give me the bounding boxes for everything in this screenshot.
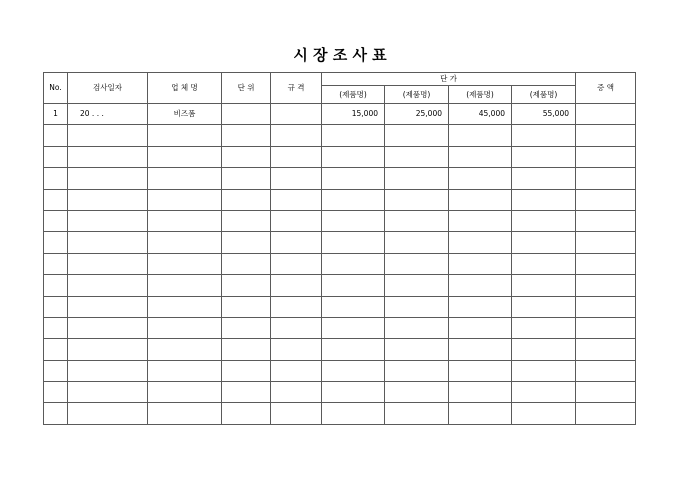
row-amount-cell[interactable]: [576, 360, 636, 381]
row-price-cell-1[interactable]: [322, 317, 385, 338]
row-date-cell[interactable]: [68, 168, 148, 189]
row-no-cell[interactable]: [44, 403, 68, 424]
row-amount-cell[interactable]: [576, 125, 636, 146]
row-date-cell[interactable]: [68, 360, 148, 381]
row-date-cell[interactable]: [68, 232, 148, 253]
row-date-cell[interactable]: [68, 146, 148, 167]
row-date-cell[interactable]: [68, 125, 148, 146]
row-no-cell[interactable]: [44, 296, 68, 317]
row-price-cell-1[interactable]: [322, 403, 385, 424]
row-price-cell-1[interactable]: [322, 210, 385, 231]
row-price-cell-2[interactable]: [385, 296, 449, 317]
row-price-cell-4[interactable]: [512, 382, 576, 403]
header-price: 단 가: [322, 73, 576, 86]
header-product-2: (제품명): [385, 86, 449, 104]
table-row: [44, 232, 636, 253]
row-spec-cell[interactable]: [271, 360, 322, 381]
row-price-cell-1[interactable]: 15,000: [322, 104, 385, 125]
row-company-cell[interactable]: [148, 382, 222, 403]
row-no-cell[interactable]: [44, 189, 68, 210]
row-spec-cell[interactable]: [271, 146, 322, 167]
page-title: 시 장 조 사 표: [293, 46, 387, 64]
row-no-cell[interactable]: [44, 275, 68, 296]
row-price-cell-4[interactable]: [512, 317, 576, 338]
row-price-cell-4[interactable]: [512, 210, 576, 231]
row-no-cell[interactable]: [44, 253, 68, 274]
row-price-cell-3[interactable]: [449, 275, 512, 296]
row-unit-cell[interactable]: [222, 296, 271, 317]
row-price-cell-3[interactable]: [449, 403, 512, 424]
header-product-3: (제품명): [449, 86, 512, 104]
header-date: 검사일자: [68, 73, 148, 104]
row-amount-cell[interactable]: [576, 210, 636, 231]
table-row: [44, 104, 636, 125]
row-company-cell[interactable]: 비즈폼: [148, 104, 222, 125]
row-amount-cell[interactable]: [576, 382, 636, 403]
row-unit-cell[interactable]: [222, 168, 271, 189]
row-price-cell-3[interactable]: 45,000: [449, 104, 512, 125]
row-price-cell-1[interactable]: [322, 382, 385, 403]
row-company-cell[interactable]: [148, 317, 222, 338]
row-price-cell-2[interactable]: [385, 189, 449, 210]
header-amount: 증 액: [576, 73, 636, 104]
row-spec-cell[interactable]: [271, 403, 322, 424]
row-price-cell-1[interactable]: [322, 189, 385, 210]
table-row: [44, 403, 636, 424]
row-amount-cell[interactable]: [576, 403, 636, 424]
row-price-cell-2[interactable]: 25,000: [385, 104, 449, 125]
header-unit: 단 위: [222, 73, 271, 104]
row-date-cell[interactable]: 20 . . .: [68, 104, 148, 125]
row-price-cell-2[interactable]: [385, 168, 449, 189]
row-price-cell-4[interactable]: [512, 146, 576, 167]
row-price-cell-4[interactable]: [512, 125, 576, 146]
row-no-cell[interactable]: [44, 317, 68, 338]
table-body: [44, 104, 636, 425]
row-date-cell[interactable]: [68, 189, 148, 210]
row-price-cell-2[interactable]: [385, 146, 449, 167]
row-company-cell[interactable]: [148, 403, 222, 424]
row-unit-cell[interactable]: [222, 382, 271, 403]
row-company-cell[interactable]: [148, 146, 222, 167]
row-price-cell-1[interactable]: [322, 125, 385, 146]
table-row: [44, 168, 636, 189]
row-amount-cell[interactable]: [576, 339, 636, 360]
row-price-cell-2[interactable]: [385, 253, 449, 274]
header-no: No.: [44, 73, 68, 104]
row-no-cell[interactable]: [44, 168, 68, 189]
row-price-cell-1[interactable]: [322, 275, 385, 296]
row-price-cell-3[interactable]: [449, 168, 512, 189]
row-date-cell[interactable]: [68, 275, 148, 296]
row-price-cell-3[interactable]: [449, 382, 512, 403]
row-price-cell-2[interactable]: [385, 125, 449, 146]
row-price-cell-4[interactable]: [512, 232, 576, 253]
header-product-4: (제품명): [512, 86, 576, 104]
row-price-cell-2[interactable]: [385, 360, 449, 381]
row-no-cell[interactable]: [44, 360, 68, 381]
row-price-cell-3[interactable]: [449, 360, 512, 381]
header-spec: 규 격: [271, 73, 322, 104]
row-company-cell[interactable]: [148, 253, 222, 274]
table-row: [44, 189, 636, 210]
row-amount-cell[interactable]: [576, 168, 636, 189]
row-no-cell[interactable]: [44, 210, 68, 231]
row-price-cell-1[interactable]: [322, 232, 385, 253]
row-date-cell[interactable]: [68, 403, 148, 424]
row-date-cell[interactable]: [68, 253, 148, 274]
row-unit-cell[interactable]: [222, 146, 271, 167]
row-company-cell[interactable]: [148, 189, 222, 210]
row-price-cell-3[interactable]: [449, 189, 512, 210]
row-spec-cell[interactable]: [271, 317, 322, 338]
header-product-1: (제품명): [322, 86, 385, 104]
row-price-cell-2[interactable]: [385, 339, 449, 360]
row-company-cell[interactable]: [148, 168, 222, 189]
row-price-cell-4[interactable]: [512, 189, 576, 210]
row-spec-cell[interactable]: [271, 382, 322, 403]
table-row: [44, 210, 636, 231]
row-company-cell[interactable]: [148, 360, 222, 381]
row-price-cell-2[interactable]: [385, 275, 449, 296]
row-unit-cell[interactable]: [222, 253, 271, 274]
row-unit-cell[interactable]: [222, 232, 271, 253]
row-company-cell[interactable]: [148, 339, 222, 360]
row-price-cell-3[interactable]: [449, 125, 512, 146]
row-spec-cell[interactable]: [271, 339, 322, 360]
row-amount-cell[interactable]: [576, 146, 636, 167]
row-price-cell-2[interactable]: [385, 232, 449, 253]
row-price-cell-3[interactable]: [449, 146, 512, 167]
row-unit-cell[interactable]: [222, 317, 271, 338]
table-row: [44, 296, 636, 317]
row-no-cell[interactable]: [44, 125, 68, 146]
row-date-cell[interactable]: [68, 339, 148, 360]
row-unit-cell[interactable]: [222, 403, 271, 424]
row-no-cell[interactable]: [44, 232, 68, 253]
table-row: [44, 125, 636, 146]
row-price-cell-2[interactable]: [385, 403, 449, 424]
table-row: [44, 360, 636, 381]
row-unit-cell[interactable]: [222, 339, 271, 360]
row-spec-cell[interactable]: [271, 168, 322, 189]
row-date-cell[interactable]: [68, 210, 148, 231]
table-row: [44, 146, 636, 167]
row-no-cell[interactable]: [44, 382, 68, 403]
row-company-cell[interactable]: [148, 296, 222, 317]
row-no-cell[interactable]: [44, 146, 68, 167]
row-company-cell[interactable]: [148, 275, 222, 296]
row-price-cell-3[interactable]: [449, 339, 512, 360]
row-price-cell-1[interactable]: [322, 360, 385, 381]
row-unit-cell[interactable]: [222, 104, 271, 125]
table-row: [44, 382, 636, 403]
row-no-cell[interactable]: [44, 339, 68, 360]
table-row: [44, 317, 636, 338]
row-price-cell-3[interactable]: [449, 232, 512, 253]
row-amount-cell[interactable]: [576, 104, 636, 125]
row-price-cell-4[interactable]: 55,000: [512, 104, 576, 125]
row-amount-cell[interactable]: [576, 275, 636, 296]
row-price-cell-4[interactable]: [512, 168, 576, 189]
row-price-cell-1[interactable]: [322, 339, 385, 360]
row-spec-cell[interactable]: [271, 189, 322, 210]
row-price-cell-4[interactable]: [512, 253, 576, 274]
row-unit-cell[interactable]: [222, 125, 271, 146]
row-spec-cell[interactable]: [271, 125, 322, 146]
row-spec-cell[interactable]: [271, 232, 322, 253]
row-price-cell-2[interactable]: [385, 382, 449, 403]
row-price-cell-4[interactable]: [512, 275, 576, 296]
table-row: [44, 275, 636, 296]
row-unit-cell[interactable]: [222, 275, 271, 296]
row-price-cell-4[interactable]: [512, 360, 576, 381]
row-price-cell-4[interactable]: [512, 296, 576, 317]
row-date-cell[interactable]: [68, 317, 148, 338]
row-amount-cell[interactable]: [576, 317, 636, 338]
header-company: 업 체 명: [148, 73, 222, 104]
row-spec-cell[interactable]: [271, 253, 322, 274]
row-price-cell-4[interactable]: [512, 339, 576, 360]
row-date-cell[interactable]: [68, 296, 148, 317]
row-amount-cell[interactable]: [576, 189, 636, 210]
table-row: [44, 253, 636, 274]
row-price-cell-3[interactable]: [449, 253, 512, 274]
row-no-cell[interactable]: 1: [44, 104, 68, 125]
row-company-cell[interactable]: [148, 232, 222, 253]
row-price-cell-3[interactable]: [449, 210, 512, 231]
row-company-cell[interactable]: [148, 125, 222, 146]
row-price-cell-3[interactable]: [449, 296, 512, 317]
market-survey-table: [43, 72, 636, 425]
row-price-cell-2[interactable]: [385, 210, 449, 231]
row-spec-cell[interactable]: [271, 275, 322, 296]
row-unit-cell[interactable]: [222, 189, 271, 210]
row-amount-cell[interactable]: [576, 232, 636, 253]
row-price-cell-1[interactable]: [322, 296, 385, 317]
row-date-cell[interactable]: [68, 382, 148, 403]
row-price-cell-1[interactable]: [322, 168, 385, 189]
row-amount-cell[interactable]: [576, 253, 636, 274]
row-price-cell-4[interactable]: [512, 403, 576, 424]
row-unit-cell[interactable]: [222, 210, 271, 231]
row-spec-cell[interactable]: [271, 210, 322, 231]
row-spec-cell[interactable]: [271, 296, 322, 317]
row-price-cell-1[interactable]: [322, 253, 385, 274]
table-row: [44, 339, 636, 360]
row-amount-cell[interactable]: [576, 296, 636, 317]
row-price-cell-2[interactable]: [385, 317, 449, 338]
row-price-cell-3[interactable]: [449, 317, 512, 338]
row-spec-cell[interactable]: [271, 104, 322, 125]
row-price-cell-1[interactable]: [322, 146, 385, 167]
row-company-cell[interactable]: [148, 210, 222, 231]
row-unit-cell[interactable]: [222, 360, 271, 381]
